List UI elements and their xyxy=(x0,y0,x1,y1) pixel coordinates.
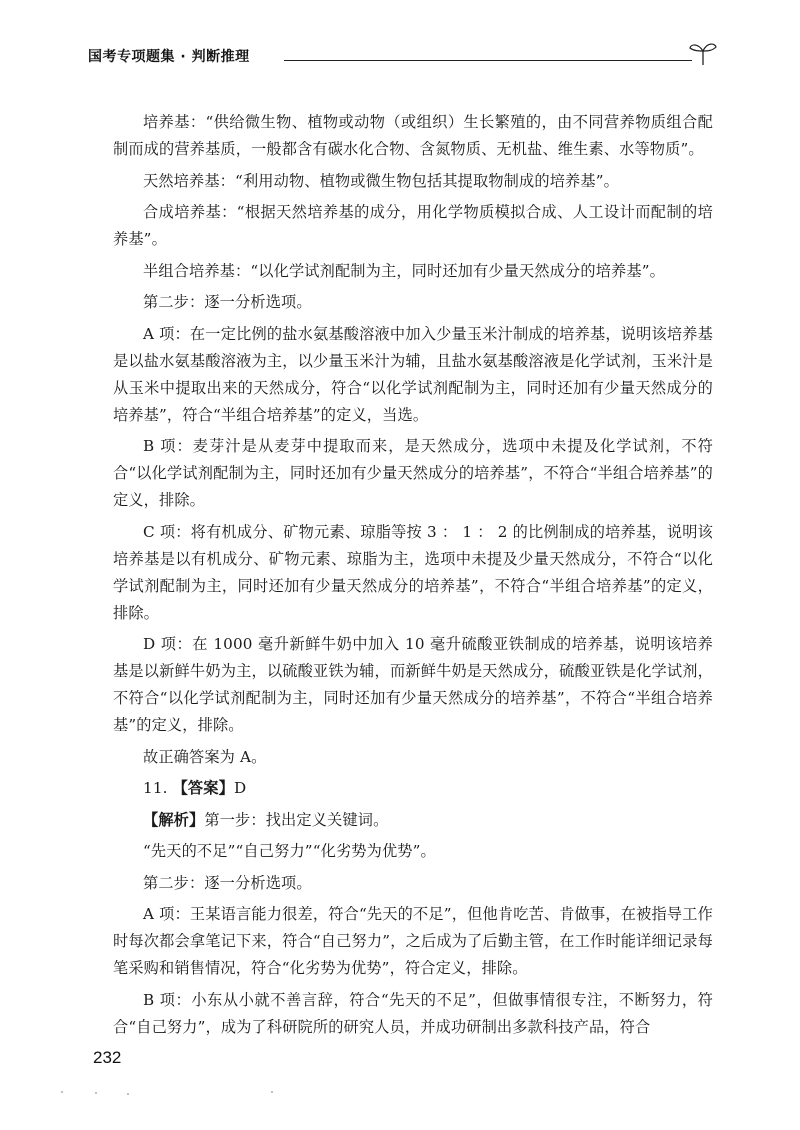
definition-natural-medium: 天然培养基：“利用动物、植物或微生物包括其提取物制成的培养基”。 xyxy=(143,171,619,190)
q11-number: 11. xyxy=(143,779,168,797)
definition-culture-medium: 培养基：“供给微生物、植物或动物（或组织）生长繁殖的，由不同营养物质组合配制而成的营养基质，一般都含有碳水化合物、含氮物质、无机盐、维生素、水等物质”。 xyxy=(113,113,713,158)
option-a-analysis: A 项：在一定比例的盐水氨基酸溶液中加入少量玉米汁制成的培养基，说明该培养基是以盐水氨基酸溶液为主，以少量玉米汁为辅，且盐水氨基酸溶液是化学试剂，玉米汁是从玉米中提取出来的天然成分，符合“以化学试剂配制为主，同时还加有少量天然成分的培养基”，符合“半组合培养基”的定义，当选。 xyxy=(113,324,713,424)
option-c-analysis: C 项：将有机成分、矿物元素、琼脂等按 3 ： 1 ： 2 的比例制成的培养基，说明该培养基是以有机成分、矿物元素、琼脂为主，选项中未提及少量天然成分，不符合“以化学试剂配制为主，同时还加有少量天然成分的培养基”，不符合“半组合培养基”的定义，排除。 xyxy=(113,522,713,622)
q11-option-a: A 项：王某语言能力很差，符合“先天的不足”，但他肯吃苦、肯做事，在被指导工作时每次都会拿笔记下来，符合“自己努力”，之后成为了后勤主管，在工作时能详细记录每笔采购和销售情况，符合“化劣势为优势”，符合定义，排除。 xyxy=(113,905,713,977)
page-number: 232 xyxy=(93,1048,122,1067)
page-body xyxy=(113,109,713,1045)
analysis-step-one: 第一步：找出定义关键词。 xyxy=(204,810,389,829)
header-rule xyxy=(284,60,692,61)
q11-keywords: “先天的不足”“自己努力”“化劣势为优势”。 xyxy=(143,842,436,860)
definition-semi-synthetic-medium: 半组合培养基：“以化学试剂配制为主，同时还加有少量天然成分的培养基”。 xyxy=(143,261,665,280)
option-d-analysis: D 项：在 1000 毫升新鲜牛奶中加入 10 毫升硫酸亚铁制成的培养基，说明该培养基是以新鲜牛奶为主，以硫酸亚铁为辅，而新鲜牛奶是天然成分，硫酸亚铁是化学试剂，不符合“以化学试剂配制为主，同时还加有少量天然成分的培养基”，不符合“半组合培养基”的定义，排除。 xyxy=(113,635,713,734)
q11-option-b: B 项：小东从小就不善言辞，符合“先天的不足”，但做事情很专注，不断努力，符合“自己努力”，成为了科研院所的研究人员，并成功研制出多款科技产品，符合 xyxy=(113,990,713,1036)
definition-synthetic-medium: 合成培养基：“根据天然培养基的成分，用化学物质模拟合成、人工设计而配制的培养基”。 xyxy=(113,203,713,248)
sprout-icon xyxy=(688,40,718,66)
header-title: 国考专项题集 · 判断推理 xyxy=(88,49,250,65)
q11-analysis xyxy=(113,807,713,834)
scan-dots xyxy=(0,1088,800,1098)
analysis-label: 【解析】 xyxy=(143,810,205,829)
answer-label: 【答案】 xyxy=(172,779,234,797)
answer-value: D xyxy=(233,779,247,797)
q11-step-two: 第二步：逐一分析选项。 xyxy=(143,873,312,892)
correct-answer-statement: 故正确答案为 A。 xyxy=(143,747,267,766)
step-two: 第二步：逐一分析选项。 xyxy=(143,293,312,311)
option-b-analysis: B 项：麦芽汁是从麦芽中提取而来，是天然成分，选项中未提及化学试剂，不符合“以化学试剂配制为主，同时还加有少量天然成分的培养基”，不符合“半组合培养基”的定义，排除。 xyxy=(113,437,713,509)
running-header xyxy=(88,46,718,70)
q11-answer xyxy=(113,775,713,802)
